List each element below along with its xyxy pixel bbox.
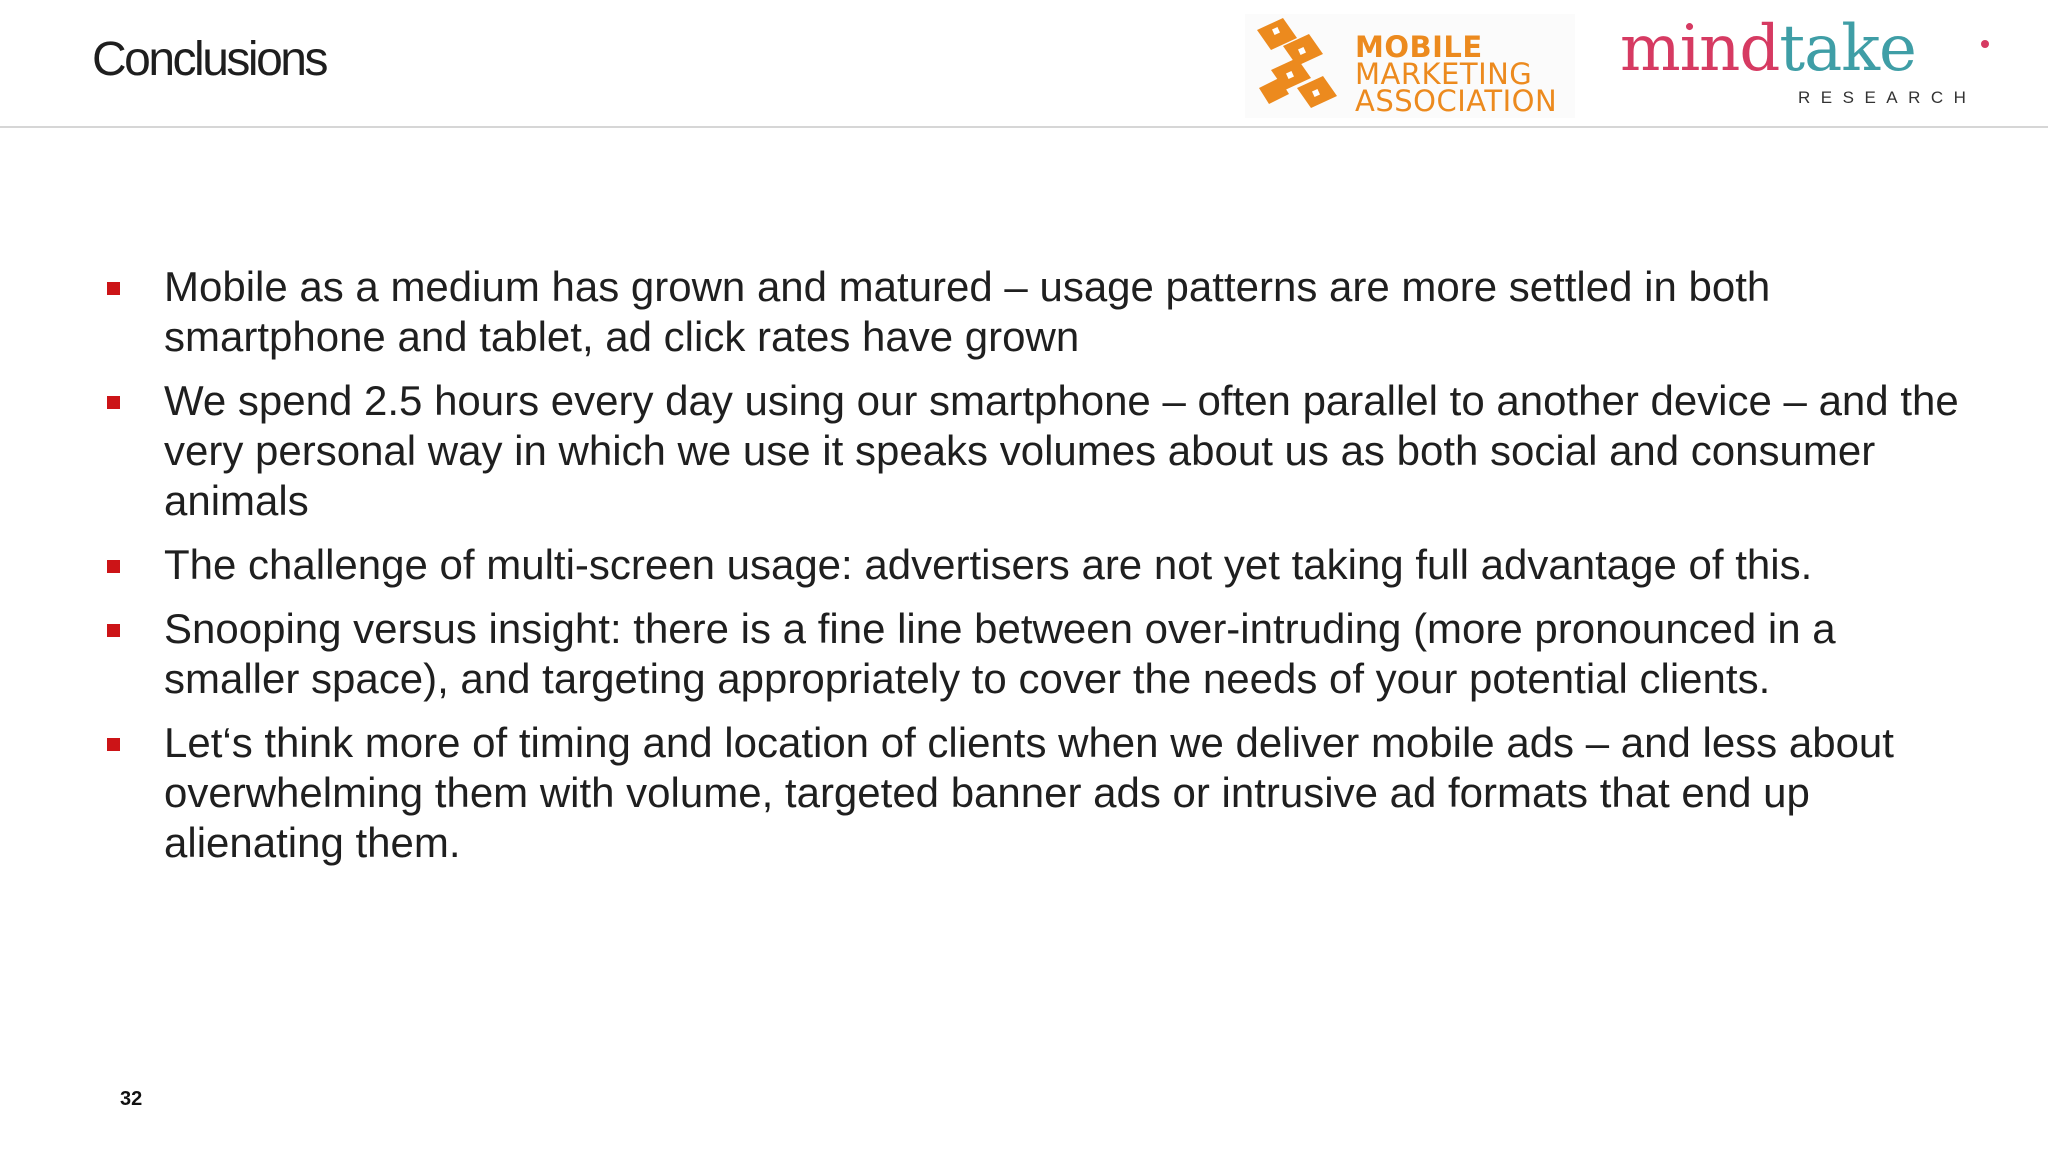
bullet-square-icon <box>107 396 120 409</box>
mindtake-accent-dot <box>1981 40 1989 48</box>
bullet-item <box>100 604 1960 704</box>
bullet-text: We spend 2.5 hours every day using our smartphone – often parallel to another device – and the very personal way in which we use it speaks volumes about us as both social and consumer animals <box>164 377 1959 524</box>
mma-wordmark <box>1355 30 1558 118</box>
mma-line1: MOBILE <box>1355 30 1483 64</box>
bullet-square-icon <box>107 282 120 295</box>
bullet-list <box>100 262 1960 882</box>
mma-line3: ASSOCIATION <box>1355 84 1558 118</box>
slide-header <box>0 0 2048 128</box>
bullet-item <box>100 376 1960 526</box>
bullet-text: Let‘s think more of timing and location of clients when we deliver mobile ads – and less about overwhelming them with volume, targeted banner ads or intrusive ad formats that end up alienating them. <box>164 719 1894 866</box>
bullet-square-icon <box>107 624 120 637</box>
bullet-item <box>100 540 1960 590</box>
bullet-text: The challenge of multi-screen usage: advertisers are not yet taking full advantage of this. <box>164 541 1813 588</box>
mma-logo <box>1245 14 1575 118</box>
mma-mark-icon <box>1249 16 1345 116</box>
mindtake-subtitle: RESEARCH <box>1798 88 1977 107</box>
bullet-text: Snooping versus insight: there is a fine line between over-intruding (more pronounced in a smaller space), and targeting appropriately to cover the needs of your potential clients. <box>164 605 1836 702</box>
mindtake-word-part1: mind <box>1620 12 1780 86</box>
bullet-square-icon <box>107 560 120 573</box>
mma-line2: MARKETING <box>1355 57 1533 91</box>
slide-title: Conclusions <box>92 33 326 86</box>
mindtake-logo <box>1618 12 1998 112</box>
bullet-square-icon <box>107 738 120 751</box>
bullet-item <box>100 718 1960 868</box>
page-number: 32 <box>120 1088 143 1110</box>
mindtake-word-part2: take <box>1779 12 1916 86</box>
mindtake-wordmark <box>1620 12 1916 86</box>
bullet-text: Mobile as a medium has grown and matured – usage patterns are more settled in both smartphone and tablet, ad click rates have grown <box>164 263 1771 360</box>
bullet-item <box>100 262 1960 362</box>
